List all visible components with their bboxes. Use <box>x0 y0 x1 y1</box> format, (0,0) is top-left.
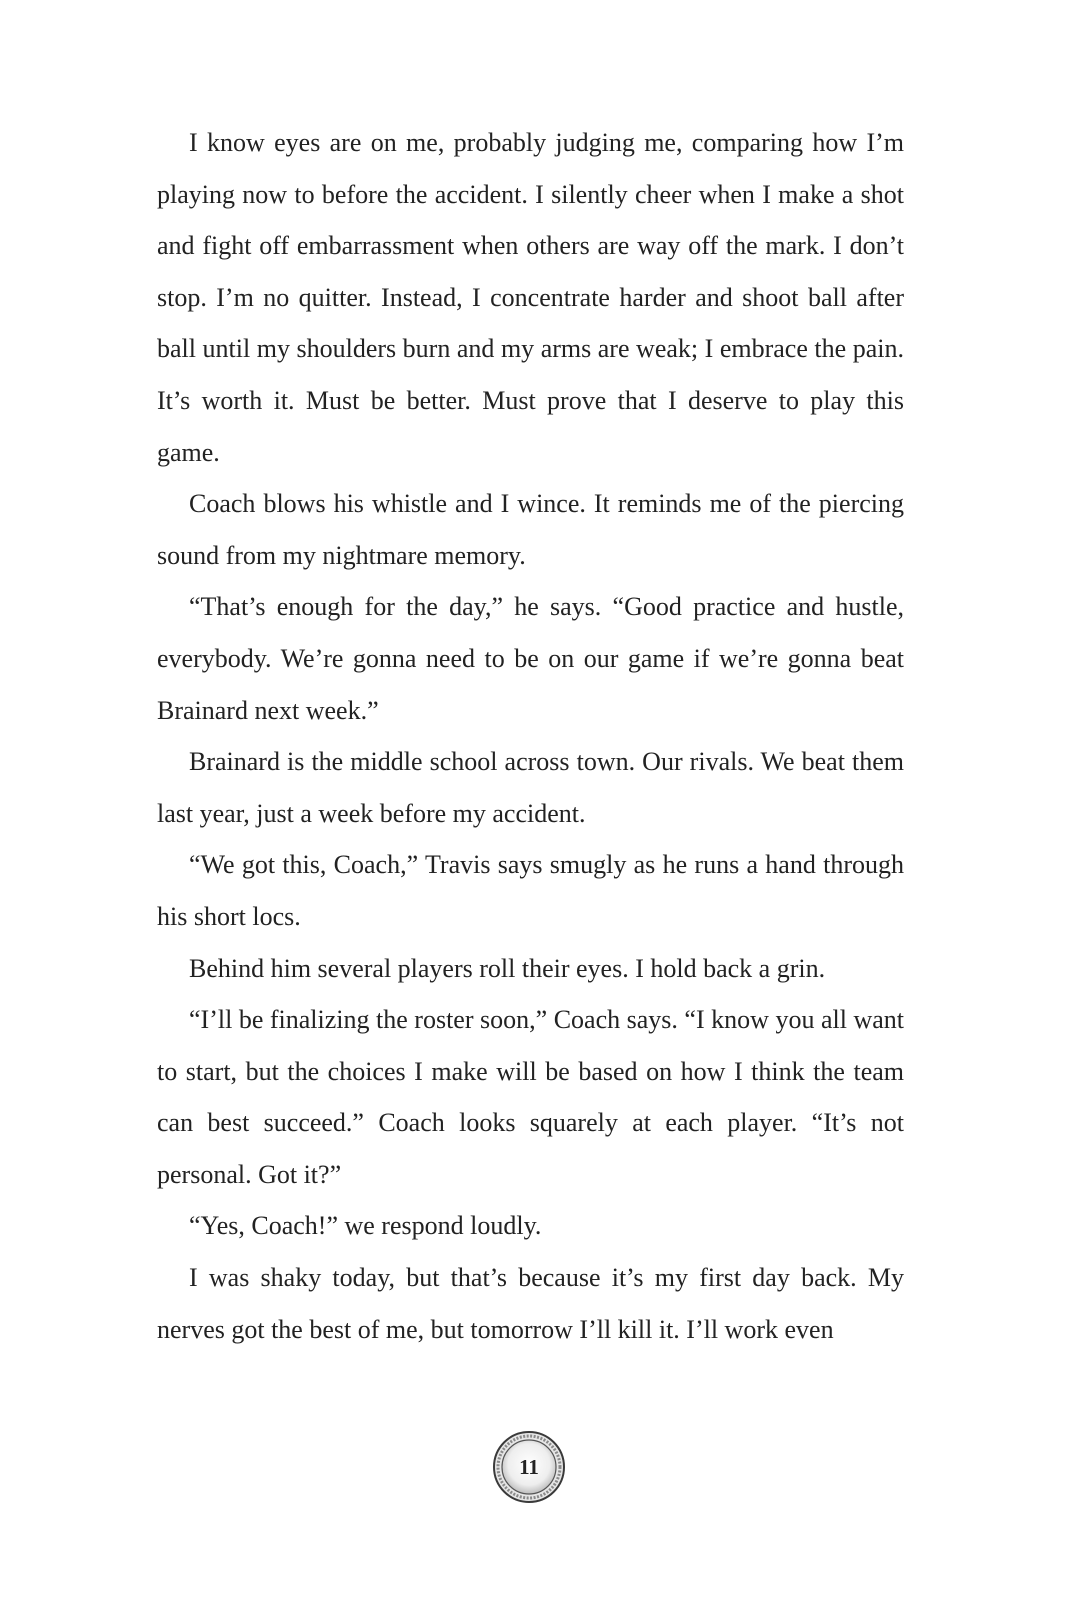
paragraph: I know eyes are on me, probably judging me, comparing how I’m playing now to before the accident. I silently cheer when I make a shot and fight off embarrassment when others are way off the mark. I don’t stop. I’m no quitter. Instead, I concentrate harder and shoot ball after ball until my shoulders burn and my arms are weak; I embrace the pain. It’s worth it. Must be better. Must prove that I deserve to play this game. <box>157 128 904 467</box>
paragraph: “I’ll be finalizing the roster soon,” Coach says. “I know you all want to start, but the choices I make will be based on how I think the team can best succeed.” Coach looks squarely at each player. “It’s not personal. Got it?” <box>157 1005 904 1189</box>
page-number: 11 <box>519 1455 539 1479</box>
paragraph: Coach blows his whistle and I wince. It reminds me of the piercing sound from my nightmare memory. <box>157 489 904 570</box>
paragraph: Behind him several players roll their eyes. I hold back a grin. <box>189 953 826 983</box>
page-number-badge <box>492 1430 566 1504</box>
body-text <box>157 117 904 1355</box>
paragraph: “We got this, Coach,” Travis says smugly as he runs a hand through his short locs. <box>157 850 904 931</box>
paragraph: Brainard is the middle school across town. Our rivals. We beat them last year, just a week before my accident. <box>157 747 904 828</box>
paragraph: “Yes, Coach!” we respond loudly. <box>189 1211 542 1241</box>
paragraph: I was shaky today, but that’s because it’s my first day back. My nerves got the best of me, but tomorrow I’ll kill it. I’ll work even <box>157 1263 904 1344</box>
paragraph: “That’s enough for the day,” he says. “Good practice and hustle, everybody. We’re gonna need to be on our game if we’re gonna beat Brainard next week.” <box>157 592 904 725</box>
